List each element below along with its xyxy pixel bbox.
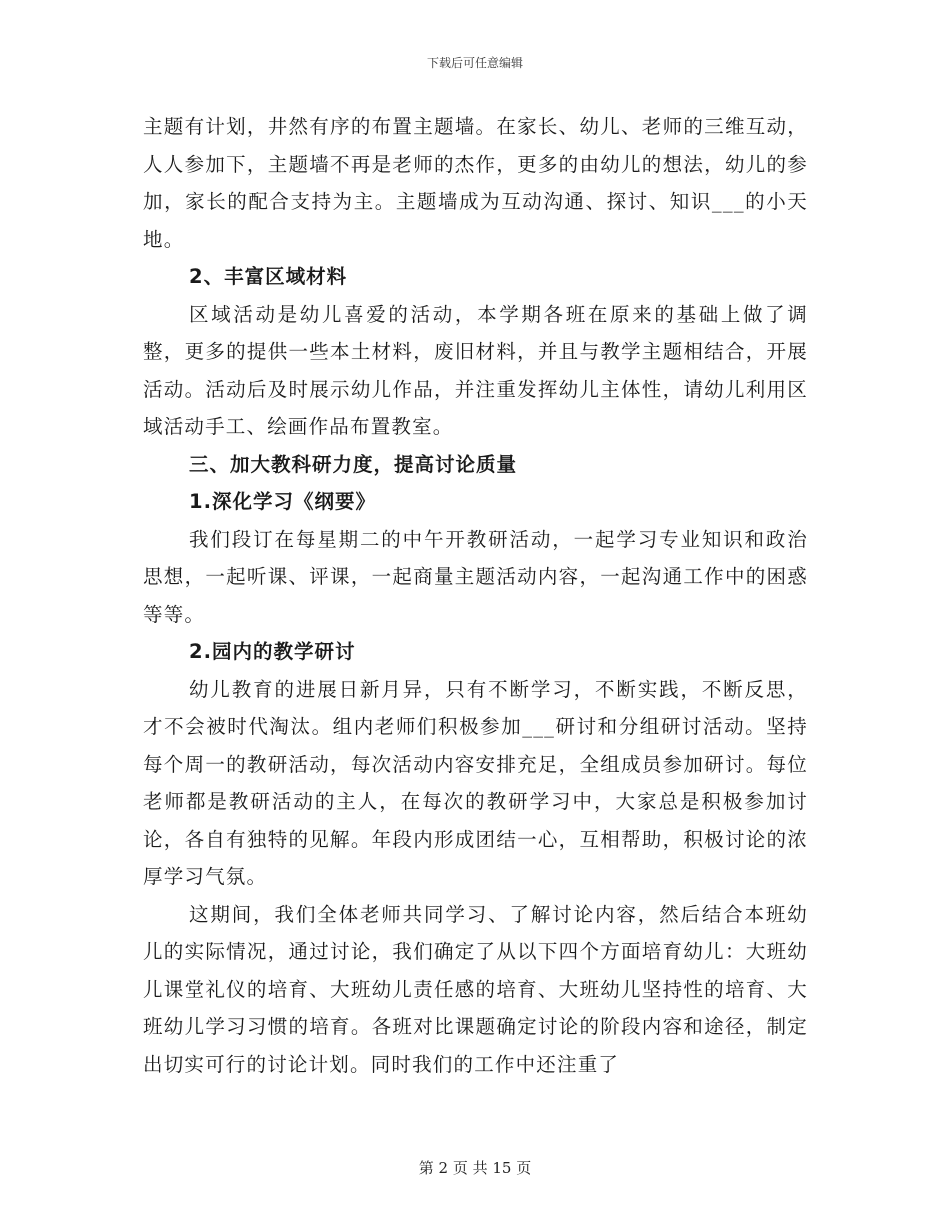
- paragraph-early-education: 幼儿教育的进展日新月异，只有不断学习，不断实践，不断反思，才不会被时代淘汰。组内老师们积极参加___研讨和分组研讨活动。坚持每个周一的教研活动，每次活动内容安排充足，全组成员参加研讨。每位老师都是教研活动的主人，在每次的教研学习中，大家总是积极参加讨论，各自有独特的见解。年段内形成团结一心，互相帮助，积极讨论的浓厚学习气氛。: [143, 677, 808, 888]
- paragraph-theme-wall: 主题有计划，井然有序的布置主题墙。在家长、幼儿、老师的三维互动，人人参加下，主题墙不再是老师的杰作，更多的由幼儿的想法，幼儿的参加，家长的配合支持为主。主题墙成为互动沟通、探讨、知识___的小天地。: [143, 115, 808, 251]
- heading-teaching-research: 2.园内的教学研讨: [189, 640, 356, 663]
- document-body: [143, 108, 808, 1083]
- paragraph-research-schedule: 我们段订在每星期二的中午开教研活动，一起学习专业知识和政治思想，一起听课、评课，一起商量主题活动内容，一起沟通工作中的困惑等等。: [143, 527, 808, 626]
- heading-section-three: 三、加大教科研力度，提高讨论质量: [189, 452, 518, 476]
- page-header: 下载后可任意编辑: [426, 56, 523, 70]
- heading-deepen-study: 1.深化学习《纲要》: [189, 490, 376, 513]
- heading-enrich-area-materials: 2、丰富区域材料: [189, 265, 348, 288]
- page-number: 第 2 页 共 15 页: [418, 1159, 532, 1177]
- paragraph-discussion-content: 这期间，我们全体老师共同学习、了解讨论内容，然后结合本班幼儿的实际情况，通过讨论，我们确定了从以下四个方面培育幼儿：大班幼儿课堂礼仪的培育、大班幼儿责任感的培育、大班幼儿坚持性的培育、大班幼儿学习习惯的培育。各班对比课题确定讨论的阶段内容和途径，制定出切实可行的讨论计划。同时我们的工作中还注重了: [143, 902, 808, 1076]
- paragraph-area-activities: 区域活动是幼儿喜爱的活动，本学期各班在原来的基础上做了调整，更多的提供一些本土材料，废旧材料，并且与教学主题相结合，开展活动。活动后及时展示幼儿作品，并注重发挥幼儿主体性，请幼儿利用区域活动手工、绘画作品布置教室。: [143, 302, 808, 438]
